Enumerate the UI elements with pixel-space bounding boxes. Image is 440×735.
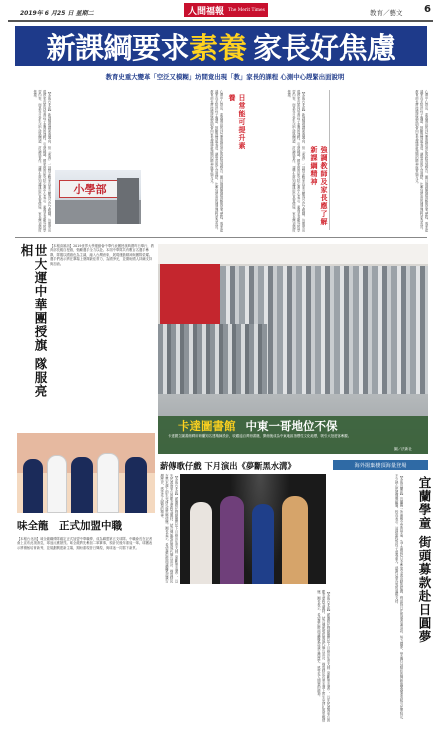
library-headline-a: 卡達圖書館 bbox=[178, 419, 236, 433]
opera-headline: 薪傳歌仔戲 下月演出《夢斷黑水溝》 bbox=[160, 461, 296, 471]
athlete-figure bbox=[47, 455, 67, 513]
library-headline-b: 中東一哥地位不保 bbox=[245, 419, 338, 433]
photo-credit: 圖／法新社 bbox=[394, 447, 412, 451]
headline-highlight: 素養 bbox=[188, 30, 247, 65]
school-photo bbox=[55, 170, 141, 224]
top-story-body-center: 心測中心指出，素養導向的評量重視情境化與跨領域整合，題目強調閱讀理解與思考歷程。專家建議家長多陪伴孩子閱讀、鼓勵提問與表達，讓學習與生活連結，比參加昂貴的補習課程更為有效。教育部也將持續透過說明會向家長溝通新課綱的精神與實施方式。 bbox=[209, 90, 223, 232]
yilan-banner-text: 海外揚棄棲頂海量登場 bbox=[354, 462, 407, 469]
athlete-figure bbox=[125, 457, 147, 513]
lang-story-headline: 世大運中華團授旗 隊服亮相 bbox=[19, 244, 48, 398]
lang-story-body: 【本報高雄訊】2019世界大學運動會中華代表團授旗典禮昨日舉行，教育部長親自授旗，勉勵選手全力以赴。本屆中華隊共有數百名選手參賽，隊服以國旗色為主調，融入台灣意象，展現運動精神與團隊榮耀。選手們表示將在賽場上發揮最佳實力，為國爭光，並期盼國人持續支持與加油。 bbox=[50, 244, 154, 266]
performer-figure bbox=[190, 502, 212, 584]
library-shelves-low bbox=[158, 324, 268, 404]
performer-figure bbox=[282, 496, 308, 584]
brand-logo bbox=[184, 3, 268, 17]
opera-photo bbox=[180, 474, 326, 584]
page-number: 6 bbox=[424, 4, 431, 15]
top-story-body-left: 【本報台北訊】新課綱強調素養導向，但「素養」一詞對多數家長而言顯得空泛又模糊。坊間竟出現教家長如何培養孩子素養的課程，引發熱議。國家教育研究院心測中心表示，素養並非額外的學習內容，而是在日常生活中透過閱讀、討論與實作，讓學生將知識運用於真實情境，家長無須過度焦慮。 bbox=[32, 90, 51, 232]
photo-story-headline: 味全龍 正式加盟中職 bbox=[17, 520, 122, 532]
library-red-shelf bbox=[160, 264, 220, 324]
library-caption: 卡達國立圖書館聘用荷蘭知名建築師設計，收藏逾百萬冊書籍，開館後成為中東地區指標性文化地標，吸引大批遊客參觀。 bbox=[168, 434, 352, 438]
yilan-headline bbox=[403, 476, 431, 722]
opera-story-body-lower: 【本報台北訊】薪傳歌仔戲劇團將於下月推出年度大戲《夢斷黑水溝》，以先民渡海來台的艱辛歷程為題材，結合傳統唱腔與現代舞台設計，描寫移民在黑水溝上的生死掙扎與思鄉情懷。團長表示，希望藉由戲曲讓觀眾認識台灣歷史，感受先人開墾的精神。 bbox=[316, 590, 330, 722]
school-gate bbox=[117, 178, 139, 224]
athletes-photo bbox=[17, 433, 155, 513]
library-ceiling bbox=[158, 244, 428, 264]
performer-figure bbox=[220, 496, 244, 584]
headline-part1: 新課綱要求 bbox=[46, 30, 189, 65]
performer-figure bbox=[252, 504, 274, 584]
top-story-body-middle: 【本報台北訊】新課綱強調素養導向，但「素養」一詞對多數家長而言顯得空泛又模糊。坊間竟出現教家長如何培養孩子素養的課程，引發熱議。國家教育研究院心測中心表示，素養並非額外的學習內容，而是在日常生活中透過閱讀、討論與實作，讓學生將知識運用於真實情境，家長無須過度焦慮。 bbox=[286, 90, 305, 232]
library-photo bbox=[158, 244, 428, 454]
subheadline: 教育史重大變革「空泛又模糊」坊間竟出現「教」家長的課程 心測中心趕緊出面說明 bbox=[105, 73, 345, 81]
school-sign-text: 小學部 bbox=[73, 183, 107, 196]
brand-name-cn: 人間福報 bbox=[188, 6, 225, 17]
top-story-body-right: 心測中心指出，素養導向的評量重視情境化與跨領域整合，題目強調閱讀理解與思考歷程。專家建議家長多陪伴孩子閱讀、鼓勵提問與表達，讓學習與生活連結，比參加昂貴的補習課程更為有效。教育部也將持續透過說明會向家長溝通新課綱的精神與實施方式。 bbox=[414, 90, 428, 232]
date-line: 2019年 6 月25 日 星期二 bbox=[20, 10, 94, 17]
section-name: 教育／藝文 bbox=[370, 9, 403, 17]
headline-banner bbox=[15, 26, 427, 66]
masthead-rule bbox=[8, 20, 433, 22]
masthead bbox=[0, 0, 440, 24]
athlete-figure bbox=[97, 453, 119, 513]
opera-story-body: 【本報台北訊】薪傳歌仔戲劇團將於下月推出年度大戲《夢斷黑水溝》，以先民渡海來台的艱辛歷程為題材，結合傳統唱腔與現代舞台設計，描寫移民在黑水溝上的生死掙扎與思鄉情懷。團長表示，希望藉由戲曲讓觀眾認識台灣歷史，感受先人開墾的精神。 bbox=[159, 474, 178, 583]
school-sign bbox=[59, 180, 121, 198]
pull-quote-red-2: 強調教師及家長應了解新課綱精神 bbox=[310, 146, 329, 226]
section-divider bbox=[15, 237, 427, 238]
library-headline bbox=[178, 418, 428, 434]
yilan-headline-a: 宜蘭學童 bbox=[417, 476, 432, 530]
photo-story-body: 【本報台北訊】味全龍職棒隊確定正式加盟中華職棒，成為聯盟第五支球隊。中職會長在記者會上宣布此項消息，球迷反應熱烈。味全龍將先參加二軍賽事，預計於後年重返一軍。球團表示將積極培育新秀，並規劃興建新主場，期盼重現昔日輝煌，與球迷一同寫下新頁。 bbox=[17, 537, 153, 550]
athlete-figure bbox=[71, 457, 93, 513]
top-story bbox=[15, 86, 430, 236]
column-rule bbox=[329, 90, 330, 230]
yilan-story-body: 【本報宜蘭訊】宜蘭縣一所偏鄉小學的學童，為了籌措赴日本參加交流活動的經費，利用假日在街頭表演募款，努力圓夢。學童們以精彩的舞蹈與樂器演奏吸引民眾駐足，不少熱心民眾慷慨解囊。校長表示，這趟旅程對孩子意義重大，感謝社會各界的溫暖支持。 bbox=[394, 474, 403, 722]
pull-quote-red-1: 日常能可提升素養 bbox=[228, 94, 247, 150]
yilan-banner bbox=[333, 460, 428, 470]
yilan-headline-b: 街頭募款赴日圓夢 bbox=[417, 535, 432, 644]
headline-part2: 家長好焦慮 bbox=[253, 30, 396, 65]
athlete-figure bbox=[23, 459, 43, 513]
brand-name-en: The Merit Times bbox=[228, 7, 265, 13]
